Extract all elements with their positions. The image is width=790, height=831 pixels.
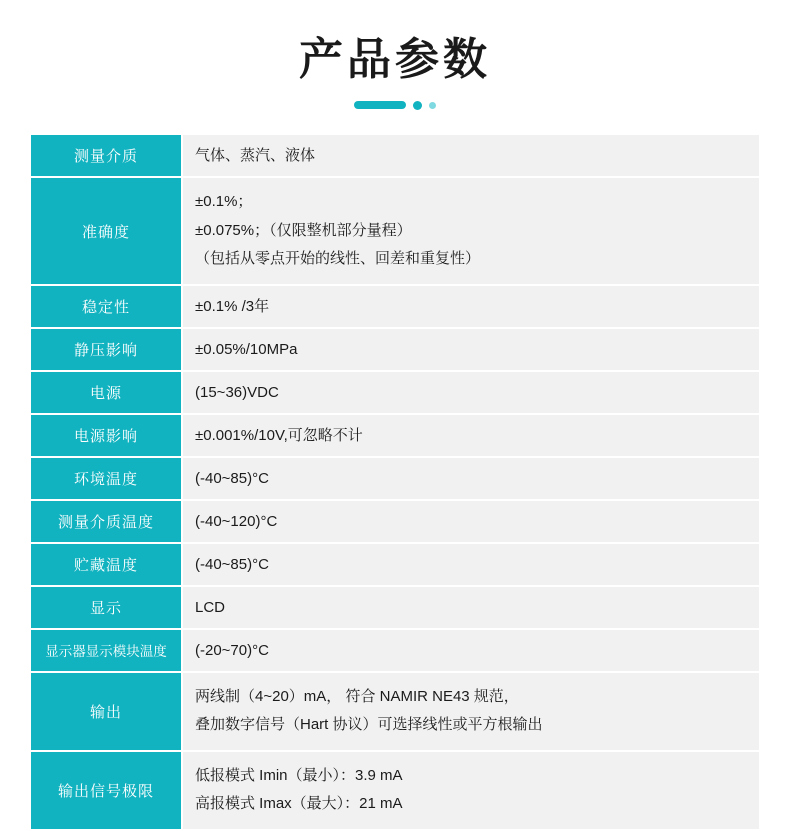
specification-table — [31, 135, 759, 831]
table-row — [31, 177, 759, 285]
row-value — [182, 629, 759, 672]
table-row — [31, 328, 759, 371]
row-label: 准确度 — [31, 177, 182, 285]
table-row — [31, 135, 759, 177]
row-value — [182, 328, 759, 371]
value-line: ±0.001%/10V,可忽略不计 — [195, 426, 363, 444]
row-value — [182, 177, 759, 285]
decoration-dot-large-icon — [413, 101, 422, 110]
row-value — [182, 285, 759, 328]
row-label: 贮藏温度 — [31, 543, 182, 586]
value-line: ±0.05%/10MPa — [195, 340, 298, 358]
value-line: (-40~85)°C — [195, 555, 269, 573]
value-line: 两线制（4~20）mA， 符合 NAMIR NE43 规范， — [195, 687, 519, 705]
row-value — [182, 457, 759, 500]
table-row — [31, 586, 759, 629]
value-line: (15~36)VDC — [195, 383, 279, 401]
row-label: 输出信号极限 — [31, 751, 182, 830]
value-line: 气体、蒸汽、液体 — [195, 147, 316, 165]
table-row — [31, 543, 759, 586]
table-row — [31, 457, 759, 500]
value-line: 高报模式 Imax（最大）：21 mA — [195, 795, 403, 813]
row-label: 显示 — [31, 586, 182, 629]
row-value — [182, 751, 759, 830]
page-title: 产品参数 — [299, 35, 491, 84]
table-row — [31, 500, 759, 543]
row-value — [182, 500, 759, 543]
table-row — [31, 371, 759, 414]
value-line: ±0.1%； — [195, 193, 253, 211]
table-row — [31, 285, 759, 328]
row-label: 显示器显示模块温度 — [31, 629, 182, 672]
row-value — [182, 135, 759, 177]
table-row — [31, 629, 759, 672]
value-line: 叠加数字信号（Hart 协议）可选择线性或平方根输出 — [195, 716, 543, 734]
row-label: 电源影响 — [31, 414, 182, 457]
row-label: 稳定性 — [31, 285, 182, 328]
row-label: 环境温度 — [31, 457, 182, 500]
row-value — [182, 672, 759, 751]
decoration-dot-small-icon — [429, 102, 436, 109]
value-line: (-20~70)°C — [195, 641, 269, 659]
title-decoration — [0, 100, 790, 110]
row-value — [182, 414, 759, 457]
value-line: （包括从零点开始的线性、回差和重复性） — [195, 250, 481, 268]
row-label: 输出 — [31, 672, 182, 751]
row-value — [182, 371, 759, 414]
header — [0, 0, 790, 110]
row-label: 静压影响 — [31, 328, 182, 371]
value-line: (-40~85)°C — [195, 469, 269, 487]
value-line: 低报模式 Imin（最小）：3.9 mA — [195, 766, 403, 784]
row-label: 测量介质 — [31, 135, 182, 177]
table-row — [31, 672, 759, 751]
row-value — [182, 543, 759, 586]
decoration-bar-icon — [354, 101, 406, 109]
row-label: 电源 — [31, 371, 182, 414]
row-label: 测量介质温度 — [31, 500, 182, 543]
value-line: ±0.1% /3年 — [195, 297, 270, 315]
table-row — [31, 414, 759, 457]
table-row — [31, 751, 759, 830]
value-line: ±0.075%；（仅限整机部分量程） — [195, 221, 412, 239]
specification-table-body — [31, 135, 759, 830]
value-line: (-40~120)°C — [195, 512, 278, 530]
value-line: LCD — [195, 598, 226, 616]
row-value — [182, 586, 759, 629]
